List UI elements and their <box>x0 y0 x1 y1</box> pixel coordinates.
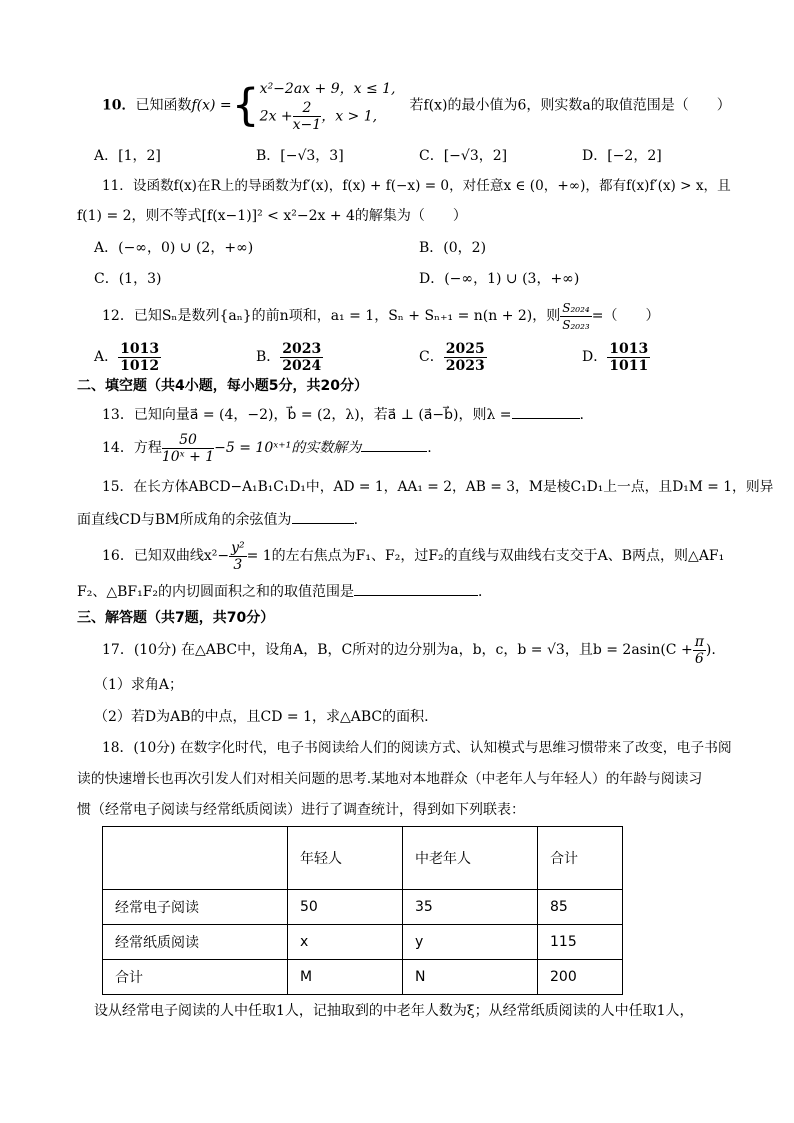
q14-lead: 14．方程 <box>102 440 162 456</box>
q12-option-c-label: C． <box>419 349 444 365</box>
table-cell: 50 <box>288 890 403 925</box>
q12-frac-den: S₂₀₂₃ <box>562 317 590 332</box>
table-cell: 经常纸质阅读 <box>103 925 288 960</box>
q11-option-d: D．(−∞，1) ∪ (3，+∞) <box>419 271 580 287</box>
table-cell: 85 <box>538 890 623 925</box>
q10-stem <box>102 78 731 133</box>
q13-end: . <box>579 407 584 423</box>
q12-d-num: 1013 <box>609 340 649 357</box>
q15-end: . <box>353 512 359 528</box>
q12-option-b-label: B． <box>256 349 281 365</box>
q18-line3: 惯（经常电子阅读与经常纸质阅读）进行了调查统计，得到如下列联表： <box>77 802 525 818</box>
q11-option-c: C．(1，3) <box>94 271 162 287</box>
q10-option-d: D．[−2，2] <box>582 148 662 164</box>
q11-option-b: B．(0，2) <box>419 240 487 256</box>
q12-option-d-frac <box>607 341 650 374</box>
q10-option-a: A．[1，2] <box>94 148 161 164</box>
q10-brace: { <box>231 79 260 131</box>
q12-b-num: 2023 <box>282 340 322 357</box>
q14-answer-blank[interactable] <box>361 437 427 452</box>
q16-den: 3 <box>233 556 243 573</box>
q16-line2-text: F₂、△BF₁F₂的内切圆面积之和的取值范围是 <box>77 584 355 600</box>
table-header-cell: 中老年人 <box>403 827 538 890</box>
q14-num: 50 <box>162 432 214 449</box>
q10-option-c: C．[−√3，2] <box>419 148 508 164</box>
q12-option-c-frac <box>444 341 487 374</box>
q11-option-a: A．(−∞，0) ∪ (2，+∞) <box>94 240 254 256</box>
q10-piece2-den: x−1 <box>292 117 322 133</box>
table-cell: 35 <box>403 890 538 925</box>
table-cell: x <box>288 925 403 960</box>
q12-option-a <box>94 340 161 374</box>
q16-line1 <box>102 536 724 576</box>
q12-a-num: 1013 <box>120 340 160 357</box>
q16-line2 <box>77 581 492 602</box>
q16-mid: = 1的左右焦点为F₁、F₂，过F₂的直线与双曲线右支交于A、B两点，则△AF₁ <box>246 548 725 564</box>
q10-piece2-fraction <box>293 100 322 133</box>
q12-fraction <box>560 300 591 333</box>
q12-c-den: 2023 <box>445 357 485 374</box>
q10-piece2 <box>260 100 396 133</box>
q10-lead: 已知函数 <box>135 97 192 114</box>
table-cell: y <box>403 925 538 960</box>
q17-end: ). <box>705 642 716 658</box>
table-header-cell: 年轻人 <box>288 827 403 890</box>
q10-piece2-num: 2 <box>293 100 322 117</box>
q18-line1: 18．(10分) 在数字化时代，电子书阅读给人们的阅读方式、认知模式与思维习惯带来了改变，电子书阅 <box>102 740 732 756</box>
q17-den: 6 <box>694 650 704 667</box>
q12-option-c <box>419 340 487 374</box>
table-cell: N <box>403 960 538 995</box>
q14-mid: −5 = 10ˣ⁺¹的实数解为 <box>214 440 362 456</box>
q15-line1: 15．在长方体ABCD−A₁B₁C₁D₁中，AD = 1，AA₁ = 2，AB = 3，M是棱C₁D₁上一点，且D₁M = 1，则异 <box>102 479 774 495</box>
q17-part-1: （1）求角A； <box>94 677 184 693</box>
q17-lead: 17．(10分) 在△ABC中，设角A，B，C所对的边分别为a，b，c，b = √3，且b = 2asin(C + <box>102 642 693 658</box>
q15-answer-blank[interactable] <box>292 509 354 524</box>
section-3-heading: 三、解答题（共7题，共70分） <box>77 610 275 626</box>
q12-option-d <box>582 340 650 374</box>
contingency-table <box>102 826 623 995</box>
q17-stem <box>102 630 716 670</box>
q17-part-2: （2）若D为AB的中点，且CD = 1，求△ABC的面积. <box>94 709 429 725</box>
q13-text: 13．已知向量a⃗ = (4，−2)，b⃗ = (2，λ)，若a⃗ ⊥ (a⃗−b⃗)，则λ = <box>102 407 512 423</box>
q18-after-table: 设从经常电子阅读的人中任取1人，记抽取到的中老年人数为ξ；从经常纸质阅读的人中任取1人， <box>94 1003 694 1019</box>
table-header-row <box>103 827 623 890</box>
q15-line2 <box>77 509 358 530</box>
section-2-heading: 二、填空题（共4小题，每小题5分，共20分） <box>77 378 368 394</box>
q14-stem <box>102 428 432 468</box>
q14-fraction <box>162 432 214 465</box>
q14-den: 10ˣ + 1 <box>161 448 215 465</box>
q10-piece2a: 2x + <box>259 108 293 125</box>
table-row <box>103 960 623 995</box>
q14-end: . <box>427 440 432 456</box>
q12-b-den: 2024 <box>282 357 322 374</box>
q12-frac-num: S₂₀₂₄ <box>562 300 590 315</box>
q16-lead: 16．已知双曲线x²− <box>102 548 230 564</box>
table-header-cell: 合计 <box>538 827 623 890</box>
q12-a-den: 1012 <box>120 357 160 374</box>
q12-option-a-label: A． <box>94 349 119 365</box>
q12-stem <box>102 298 659 334</box>
q10-piece2b: ，x > 1, <box>321 108 378 125</box>
q10-option-b: B．[−√3，3] <box>256 148 344 164</box>
q17-fraction <box>693 634 706 667</box>
table-cell: M <box>288 960 403 995</box>
table-cell: 200 <box>538 960 623 995</box>
q12-lead: 12．已知Sₙ是数列{aₙ}的前n项和，a₁ = 1，Sₙ + Sₙ₊₁ = n(n + 2)，则 <box>102 308 561 324</box>
q13-stem <box>102 404 584 425</box>
q18-line2: 读的快速增长也再次引发人们对相关问题的思考.某地对本地群众（中老年人与年轻人）的年龄与阅读习 <box>77 771 703 787</box>
q16-end: ． <box>478 584 493 600</box>
q16-num: y² <box>231 539 245 556</box>
q12-tail: =（ ） <box>591 308 660 324</box>
table-cell: 合计 <box>103 960 288 995</box>
q16-fraction <box>229 540 247 573</box>
q16-answer-blank[interactable] <box>354 581 478 596</box>
q12-option-d-label: D． <box>582 349 608 365</box>
q10-piece1: x²−2ax + 9，x ≤ 1, <box>259 81 396 97</box>
table-row <box>103 925 623 960</box>
table-cell: 经常电子阅读 <box>103 890 288 925</box>
q12-d-den: 1011 <box>609 357 649 374</box>
q13-answer-blank[interactable] <box>512 404 580 419</box>
q11-line2: f(1) = 2，则不等式[f(x−1)]² < x²−2x + 4的解集为（ ） <box>77 208 467 224</box>
q10-fx: f(x) = <box>191 97 232 114</box>
table-cell: 115 <box>538 925 623 960</box>
q10-pieces <box>260 78 396 133</box>
table-header-cell <box>103 827 288 890</box>
table-row <box>103 890 623 925</box>
q15-line2-text: 面直线CD与BM所成角的余弦值为 <box>77 512 292 528</box>
q12-option-b <box>256 340 323 374</box>
q12-option-a-frac <box>118 341 161 374</box>
q12-option-b-frac <box>280 341 323 374</box>
q10-tail: 若f(x)的最小值为6，则实数a的取值范围是（ ） <box>409 97 731 114</box>
q10-number: 10． <box>102 97 136 114</box>
q12-c-num: 2025 <box>445 340 485 357</box>
q11-line1: 11．设函数f(x)在R上的导函数为f′(x)，f(x) + f(−x) = 0，对任意x ∈ (0，+∞)，都有f(x)f′(x) > x，且 <box>102 178 731 194</box>
q17-num: π <box>694 633 704 650</box>
